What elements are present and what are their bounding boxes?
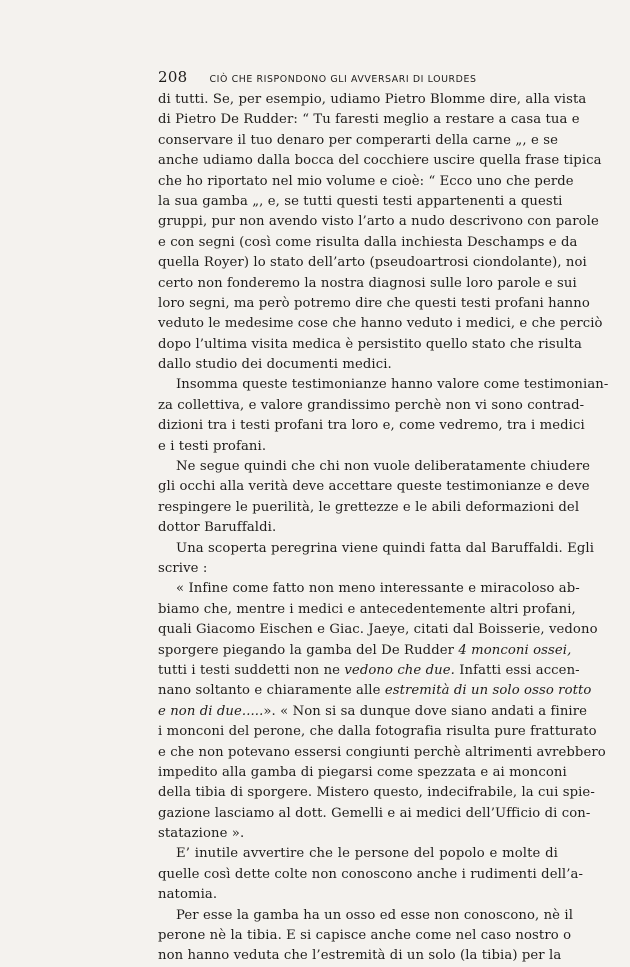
text-line — [158, 681, 592, 701]
line-text: anche udiamo dalla bocca del cocchiere uscire quella frase tipica — [158, 153, 602, 169]
text-line — [158, 926, 572, 946]
text-line — [158, 294, 590, 314]
line-text: gazione lasciamo al dott. Gemelli e ai medici dell’Ufficio di con- — [158, 805, 591, 821]
line-text: dopo l’ultima visita medica è persistito quello stato che risulta — [158, 336, 583, 352]
italic-text: e non di due..... — [158, 703, 264, 719]
text-line — [158, 355, 558, 375]
line-text: loro segni, ma però potremo dire che questi testi profani hanno — [158, 295, 590, 311]
line-text: non hanno veduta che l’estremità di un solo (la tibia) per la — [158, 948, 562, 964]
text-line — [158, 559, 558, 579]
text-line — [158, 641, 572, 661]
line-text: i monconi del perone, che dalla fotografia risulta pure fratturato — [158, 724, 597, 740]
line-text: Per esse la gamba ha un osso ed esse non conoscono, nè il — [176, 907, 574, 923]
italic-text: estremità di un solo osso rotto — [384, 683, 592, 699]
text-line — [158, 314, 603, 334]
text-line — [158, 375, 609, 395]
line-text: Una scoperta peregrina viene quindi fatta dal Baruffaldi. Egli — [176, 540, 595, 556]
text-line — [158, 416, 585, 436]
text-line — [158, 233, 578, 253]
line-text: impedito alla gamba di piegarsi come spezzata e ai monconi — [158, 764, 567, 780]
line-text: biamo che, mentre i medici e antecedentemente altri profani, — [158, 601, 576, 617]
text-line — [158, 90, 587, 110]
text-line — [158, 253, 587, 273]
line-text: certo non fonderemo la nostra diagnosi sulle loro parole e sui — [158, 275, 577, 291]
line-text: tutti i testi suddetti non ne — [158, 662, 345, 678]
line-text: Insomma queste testimonianze hanno valore come testimonian- — [176, 377, 609, 393]
text-line — [158, 131, 558, 151]
line-text: natomia. — [158, 887, 218, 903]
text-line — [158, 498, 580, 518]
text-line — [158, 151, 602, 171]
text-line — [158, 620, 598, 640]
text-line — [158, 783, 595, 803]
text-line — [158, 172, 574, 192]
line-text: gli occhi alla verità deve accettare queste testimonianze e deve — [158, 479, 590, 495]
text-line — [158, 579, 580, 599]
line-text: gruppi, pur non avendo visto l’arto a nudo descrivono con parole — [158, 214, 599, 230]
text-line — [158, 212, 599, 232]
line-text: perone nè la tibia. E si capisce anche come nel caso nostro o — [158, 928, 572, 944]
italic-text: 4 monconi ossei, — [458, 642, 572, 658]
line-text: E’ inutile avvertire che le persone del popolo e molte di — [176, 846, 558, 862]
text-line — [158, 763, 567, 783]
line-text: sporgere piegando la gamba del De Rudder — [158, 642, 459, 658]
body-text — [158, 90, 609, 967]
italic-text: vedono che due. — [344, 662, 455, 678]
line-text-after: ». « Non si sa dunque dove siano andati a finire — [263, 703, 588, 719]
text-line — [158, 661, 580, 681]
text-line — [158, 804, 591, 824]
text-line — [158, 865, 584, 885]
line-text: « Infine come fatto non meno interessante e miracoloso ab- — [176, 581, 580, 597]
line-text: dottor Baruffaldi. — [158, 520, 277, 536]
line-text: quali Giacomo Eischen e Giac. Jaeye, citati dal Boisserie, vedono — [158, 622, 598, 638]
line-text: la sua gamba „, e, se tutti questi testi appartenenti a questi — [158, 193, 563, 209]
line-text: respingere le puerilità, le grettezze e le abili deformazioni del — [158, 499, 580, 515]
text-line — [158, 457, 591, 477]
text-line — [158, 946, 562, 966]
line-text: Ne segue quindi che chi non vuole deliberatamente chiudere — [176, 459, 591, 475]
line-text: dizioni tra i testi profani tra loro e, come vedremo, tra i medici — [158, 418, 585, 434]
line-text: della tibia di sporgere. Mistero questo, indecifrabile, la cui spie- — [158, 785, 595, 801]
text-line — [158, 885, 558, 905]
line-text: e con segni (così come risulta dalla inchiesta Deschamps e da — [158, 234, 578, 250]
page-number: 208 — [158, 68, 188, 86]
text-line — [158, 110, 580, 130]
line-text: di Pietro De Rudder: “ Tu faresti meglio a restare a casa tua e — [158, 112, 580, 128]
text-line — [158, 518, 558, 538]
text-line — [158, 824, 558, 844]
line-text: dallo studio dei documenti medici. — [158, 357, 392, 373]
text-line — [158, 743, 606, 763]
page-header — [158, 68, 558, 86]
text-line — [158, 192, 563, 212]
line-text: quella Royer) lo stato dell’arto (pseudoartrosi ciondolante), noi — [158, 255, 587, 271]
text-line — [158, 477, 590, 497]
line-text: statazione ». — [158, 826, 245, 842]
text-line — [158, 600, 576, 620]
line-text: che ho riportato nel mio volume e cioè: “ Ecco uno che perde — [158, 173, 574, 189]
running-title: CIÒ CHE RISPONDONO GLI AVVERSARI DI LOURDES — [209, 74, 477, 85]
line-text: quelle così dette colte non conoscono anche i rudimenti dell’a- — [158, 866, 584, 882]
line-text: scrive : — [158, 560, 208, 576]
text-line — [158, 702, 588, 722]
text-line — [158, 335, 583, 355]
line-text: e che non potevano essersi congiunti perchè altrimenti avrebbero — [158, 744, 606, 760]
text-line — [158, 722, 597, 742]
line-text: conservare il tuo denaro per comperarti della carne „, e se — [158, 132, 558, 148]
line-text: e i testi profani. — [158, 438, 267, 454]
text-line — [158, 844, 558, 864]
line-text: veduto le medesime cose che hanno veduto i medici, e che perciò — [158, 316, 603, 332]
text-line — [158, 539, 595, 559]
line-text: za collettiva, e valore grandissimo perchè non vi sono contrad- — [158, 397, 585, 413]
line-text: nano soltanto e chiaramente alle — [158, 683, 385, 699]
text-line — [158, 274, 577, 294]
line-text: di tutti. Se, per esempio, udiamo Pietro Blomme dire, alla vista — [158, 92, 587, 107]
text-line — [158, 396, 585, 416]
text-line — [158, 906, 574, 926]
text-line — [158, 437, 558, 457]
line-text-after: Infatti essi accen- — [454, 662, 580, 678]
